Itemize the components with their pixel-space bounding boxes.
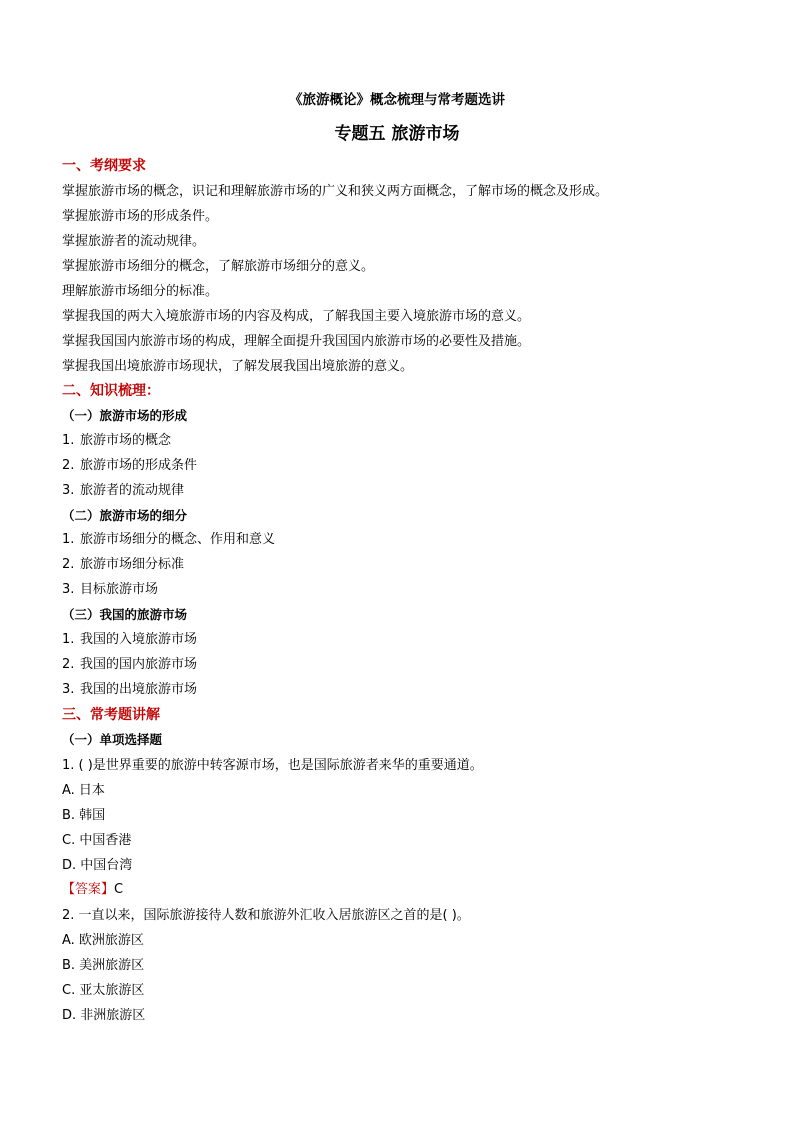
list-item: [62, 630, 197, 650]
section-heading-exam-questions: 三、常考题讲解: [62, 707, 160, 723]
list-item: [62, 456, 197, 476]
question-option: D. 非洲旅游区: [62, 1008, 146, 1023]
item-number: 1.: [62, 632, 75, 647]
subsection-title: （一）单项选择题: [62, 732, 163, 747]
item-text: 旅游市场细分的概念、作用和意义: [80, 532, 276, 547]
item-number: 2.: [62, 557, 75, 572]
item-number: 1.: [62, 433, 75, 448]
question-option: B. 美洲旅游区: [62, 958, 145, 973]
topic-title: 专题五 旅游市场: [334, 124, 460, 144]
answer-line: [62, 880, 123, 900]
item-text: 旅游市场的概念: [80, 433, 172, 448]
subsection-title: （一）旅游市场的形成: [62, 408, 188, 423]
list-item: [62, 655, 197, 675]
item-text: 我国的入境旅游市场: [80, 632, 198, 647]
item-number: 1.: [62, 532, 75, 547]
section-heading-knowledge: 二、知识梳理：: [62, 383, 160, 399]
subsection-title: （三）我国的旅游市场: [62, 607, 188, 622]
item-text: 我国的国内旅游市场: [80, 657, 198, 672]
item-number: 3.: [62, 682, 75, 697]
list-item: [62, 431, 171, 451]
question-stem: 2. 一直以来，国际旅游接待人数和旅游外汇收入居旅游区之首的是( )。: [62, 908, 470, 923]
item-number: 2.: [62, 657, 75, 672]
requirement-line: 掌握旅游市场的形成条件。: [62, 209, 219, 224]
question-option: A. 日本: [62, 783, 105, 798]
item-text: 旅游市场的形成条件: [80, 458, 198, 473]
item-text: 旅游市场细分标准: [80, 557, 185, 572]
document-title: 《旅游概论》概念梳理与常考题选讲: [289, 92, 505, 108]
requirement-line: 掌握旅游市场细分的概念，了解旅游市场细分的意义。: [62, 259, 375, 274]
question-stem: 1. ( )是世界重要的旅游中转客源市场，也是国际旅游者来华的重要通道。: [62, 758, 483, 773]
requirement-line: 理解旅游市场细分的标准。: [62, 284, 219, 299]
item-text: 我国的出境旅游市场: [80, 682, 198, 697]
list-item: [62, 481, 184, 501]
answer-label: 【答案】: [62, 882, 115, 897]
list-item: [62, 555, 184, 575]
list-item: [62, 680, 197, 700]
question-option: B. 韩国: [62, 808, 106, 823]
question-option: C. 中国香港: [62, 833, 132, 848]
question-option: A. 欧洲旅游区: [62, 933, 144, 948]
requirement-line: 掌握我国的两大入境旅游市场的内容及构成，了解我国主要入境旅游市场的意义。: [62, 309, 531, 324]
item-text: 目标旅游市场: [80, 582, 159, 597]
subsection-title: （二）旅游市场的细分: [62, 508, 188, 523]
list-item: [62, 530, 275, 550]
item-text: 旅游者的流动规律: [80, 483, 185, 498]
question-option: C. 亚太旅游区: [62, 983, 145, 998]
list-item: [62, 580, 158, 600]
section-heading-requirements: 一、考纲要求: [62, 158, 146, 174]
answer-value: C: [114, 882, 124, 897]
question-option: D. 中国台湾: [62, 858, 133, 873]
requirement-line: 掌握旅游市场的概念，识记和理解旅游市场的广义和狭义两方面概念，了解市场的概念及形成。: [62, 184, 609, 199]
requirement-line: 掌握我国出境旅游市场现状，了解发展我国出境旅游的意义。: [62, 359, 414, 374]
requirement-line: 掌握旅游者的流动规律。: [62, 234, 206, 249]
item-number: 2.: [62, 458, 75, 473]
requirement-line: 掌握我国国内旅游市场的构成，理解全面提升我国国内旅游市场的必要性及措施。: [62, 334, 531, 349]
item-number: 3.: [62, 483, 75, 498]
item-number: 3.: [62, 582, 75, 597]
